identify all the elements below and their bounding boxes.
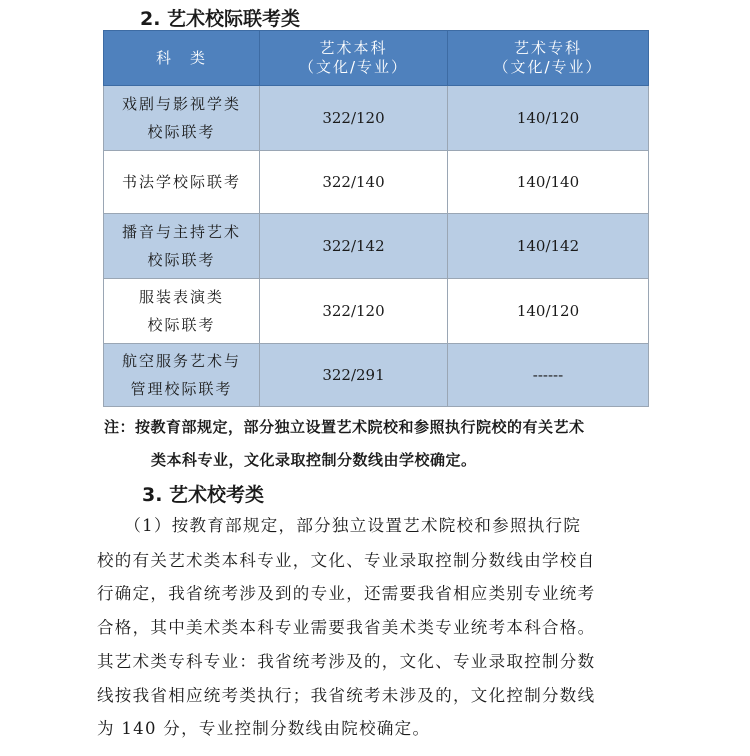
table-row <box>104 214 649 279</box>
art-joint-exam-score-table <box>103 30 649 407</box>
table-row <box>104 86 649 151</box>
paragraph-line: （1）按教育部规定，部分独立设置艺术院校和参照执行院 <box>97 516 582 535</box>
paragraph-line: 行确定，我省统考涉及到的专业，还需要我省相应类别专业统考 <box>97 584 596 603</box>
bachelor-score-cell: 322/120 <box>260 279 448 344</box>
header-category: 科 类 <box>104 31 260 86</box>
associate-score-cell: ------ <box>448 344 649 407</box>
bachelor-score-cell: 322/140 <box>260 151 448 214</box>
table-header-row <box>104 31 649 86</box>
category-cell: 戏剧与影视学类 校际联考 <box>104 86 260 151</box>
header-associate-title: 艺术专科 <box>513 39 582 57</box>
associate-score-cell: 140/120 <box>448 86 649 151</box>
header-bachelor <box>260 31 448 86</box>
table-note-line-1: 注：按教育部规定，部分独立设置艺术院校和参照执行院校的有关艺术 <box>104 418 585 436</box>
associate-score-cell: 140/142 <box>448 214 649 279</box>
associate-score-cell: 140/120 <box>448 279 649 344</box>
associate-score-cell: 140/140 <box>448 151 649 214</box>
paragraph-line: 其艺术类专科专业：我省统考涉及的，文化、专业录取控制分数 <box>97 652 596 671</box>
paragraph-line: 线按我省相应统考类执行；我省统考未涉及的，文化控制分数线 <box>97 686 596 705</box>
table-row <box>104 344 649 407</box>
category-cell: 书法学校际联考 <box>104 151 260 214</box>
paragraph-line: 为 140 分，专业控制分数线由院校确定。 <box>97 719 431 738</box>
header-bachelor-title: 艺术本科 <box>319 39 388 57</box>
bachelor-score-cell: 322/291 <box>260 344 448 407</box>
header-associate <box>448 31 649 86</box>
category-cell: 航空服务艺术与 管理校际联考 <box>104 344 260 407</box>
bachelor-score-cell: 322/142 <box>260 214 448 279</box>
paragraph-line: 合格，其中美术类本科专业需要我省美术类专业统考本科合格。 <box>97 618 596 637</box>
section-3-title: 3. 艺术校考类 <box>142 484 265 506</box>
table-row <box>104 279 649 344</box>
table-row <box>104 151 649 214</box>
paragraph-line: 校的有关艺术类本科专业，文化、专业录取控制分数线由学校自 <box>97 551 596 570</box>
section-2-title: 2. 艺术校际联考类 <box>140 8 301 30</box>
category-cell: 播音与主持艺术 校际联考 <box>104 214 260 279</box>
category-cell: 服装表演类 校际联考 <box>104 279 260 344</box>
bachelor-score-cell: 322/120 <box>260 86 448 151</box>
header-associate-sub: （文化/专业） <box>493 58 603 76</box>
header-bachelor-sub: （文化/专业） <box>298 58 409 76</box>
table-note-line-2: 类本科专业，文化录取控制分数线由学校确定。 <box>151 451 477 469</box>
